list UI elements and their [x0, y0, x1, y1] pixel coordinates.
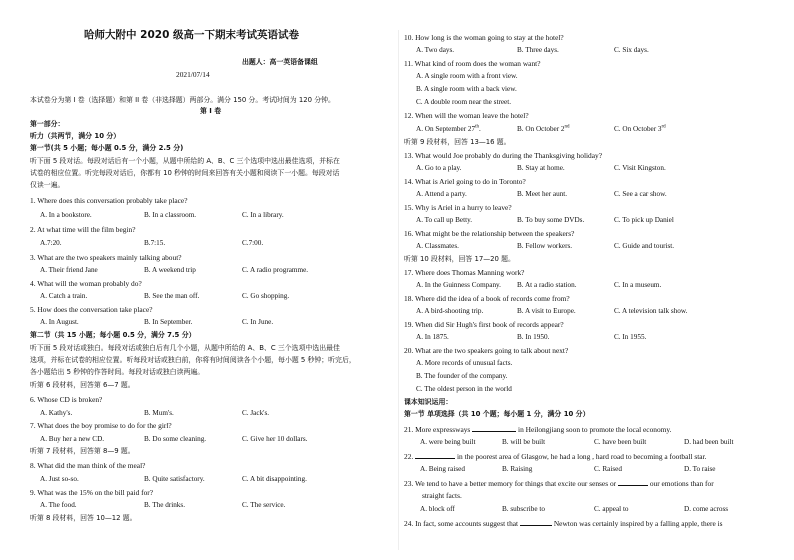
option-a[interactable]: A. Just so-so.: [40, 475, 79, 483]
option-c[interactable]: C. The oldest person in the world: [416, 385, 512, 393]
material-note: 听第 10 段材料，回答 17—20 题。: [404, 255, 515, 263]
option-d[interactable]: D. To raise: [684, 465, 716, 473]
question-text: [404, 451, 706, 461]
option-c[interactable]: C. Six days.: [614, 46, 649, 54]
question-text: 7. What does the boy promise to do for the girl?: [30, 421, 172, 430]
option-b-text: B. On October 2: [517, 125, 565, 133]
material-note: 听第 9 段材料，回答 13—16 题。: [404, 138, 511, 146]
question-text: 16. What might be the relationship between the speakers?: [404, 229, 575, 238]
question-text: straight facts.: [422, 491, 462, 500]
question-text: 2. At what time will the film begin?: [30, 225, 136, 234]
answer-blank: [415, 451, 455, 459]
option-b[interactable]: B. See the man off.: [144, 292, 200, 300]
option-a[interactable]: A. The food.: [40, 501, 77, 509]
option-c[interactable]: [614, 125, 666, 134]
option-b[interactable]: B. To buy some DVDs.: [517, 216, 585, 224]
option-a[interactable]: A. Classmates.: [416, 242, 459, 250]
option-c-text: C. On October 3: [614, 125, 662, 133]
question-text: 17. Where does Thomas Manning work?: [404, 268, 525, 277]
question-part: in Heilongjiang soon to promote the local economy.: [518, 425, 672, 434]
option-b[interactable]: B. In 1950.: [517, 333, 550, 341]
option-b[interactable]: [517, 125, 570, 134]
question-text: 4. What will the woman probably do?: [30, 279, 142, 288]
question-text: [404, 478, 714, 488]
option-b[interactable]: B. A weekend trip: [144, 266, 196, 274]
question-text: 15. Why is Ariel in a hurry to leave?: [404, 203, 512, 212]
question-text: 6. Whose CD is broken?: [30, 395, 103, 404]
option-a-end: .: [478, 125, 481, 133]
option-a-text: A. On September 27: [416, 125, 476, 133]
option-b[interactable]: B. Three days.: [517, 46, 559, 54]
option-b[interactable]: B. will be built: [502, 438, 546, 446]
question-part: in the poorest area of Glasgow, he had a long , hard road to becoming a football star.: [456, 452, 707, 461]
option-a[interactable]: A. Go to a play.: [416, 164, 462, 172]
option-c[interactable]: C. See a car show.: [614, 190, 667, 198]
section2-instructions: 各小题给出 5 秒钟的作答时间。每段对话或独白读两遍。: [30, 368, 205, 376]
option-a[interactable]: [416, 125, 481, 134]
listening-heading: 听力（共两节，满分 10 分）: [30, 132, 121, 140]
ordinal-suffix: rd: [661, 124, 666, 130]
option-a[interactable]: A. Kathy's.: [40, 409, 73, 417]
intro-text: 本试卷分为第 I 卷（选择题）和第 II 卷（非选择题）两部分。满分 150 分。考试时间为 120 分钟。: [30, 96, 335, 104]
option-b[interactable]: B. A single room with a back view.: [416, 85, 517, 93]
question-part: Newton was certainly inspired by a falling apple, there is: [553, 519, 723, 528]
option-c[interactable]: C. A double room near the street.: [416, 98, 512, 106]
option-c[interactable]: C. Guide and tourist.: [614, 242, 675, 250]
option-c[interactable]: C. Raised: [594, 465, 622, 473]
question-text: 9. What was the 15% on the bill paid for?: [30, 488, 154, 497]
question-text: 18. Where did the idea of a book of records come from?: [404, 294, 570, 303]
question-text: 3. What are the two speakers mainly talking about?: [30, 253, 182, 262]
question-text: 12. When will the woman leave the hotel?: [404, 111, 529, 120]
option-c[interactable]: C. have been built: [594, 438, 647, 446]
question-text: [404, 424, 671, 434]
option-b[interactable]: B. Raising: [502, 465, 533, 473]
question-part: 22.: [404, 452, 414, 461]
author-line: 出题人：高一英语备课组: [242, 58, 318, 66]
option-a[interactable]: A. Being raised: [420, 465, 465, 473]
option-a[interactable]: A. block off: [420, 505, 455, 513]
option-c[interactable]: C. In 1955.: [614, 333, 647, 341]
section1-heading: 第一节(共 5 小题；每小题 0.5 分，满分 2.5 分): [30, 144, 184, 152]
section1-instructions: 仅读一遍。: [30, 181, 65, 189]
question-text: 13. What would Joe probably do during the Thanksgiving holiday?: [404, 151, 603, 160]
option-a[interactable]: A. A bird-shooting trip.: [416, 307, 484, 315]
part-heading: 第一部分：: [30, 120, 65, 128]
question-text: [404, 518, 723, 528]
option-a[interactable]: A.7:20.: [40, 239, 62, 247]
option-c[interactable]: C. appeal to: [594, 505, 629, 513]
option-b[interactable]: B.7:15.: [144, 239, 166, 247]
option-b[interactable]: B. Stay at home.: [517, 164, 565, 172]
option-b[interactable]: B. The drinks.: [144, 501, 185, 509]
option-b[interactable]: B. Do some cleaning.: [144, 435, 207, 443]
option-a[interactable]: A. Buy her a new CD.: [40, 435, 105, 443]
section2-instructions: 听下面 5 段对话或独白。每段对话或独白后有几个小题，从题中所给的 A、B、C 三个选项中选出最佳: [30, 344, 340, 352]
exam-date: 2021/07/14: [176, 70, 210, 79]
ordinal-suffix: th: [475, 124, 479, 130]
question-part: 24. In fact, some accounts suggest that: [404, 519, 519, 528]
option-c[interactable]: C. A television talk show.: [614, 307, 688, 315]
option-a[interactable]: A. Their friend Jane: [40, 266, 98, 274]
option-c[interactable]: C. Visit Kingston.: [614, 164, 666, 172]
question-text: 10. How long is the woman going to stay at the hotel?: [404, 33, 564, 42]
column-divider: [398, 30, 399, 550]
option-c[interactable]: C. Give her 10 dollars.: [242, 435, 308, 443]
option-c[interactable]: C.7:00.: [242, 239, 264, 247]
section1-instructions: 试卷的相应位置。听完每段对话后，你都有 10 秒钟的时间来回答有关小题和阅读下一小题。每段对话: [30, 169, 340, 177]
option-a[interactable]: A. Attend a party.: [416, 190, 467, 198]
exam-title: 哈师大附中 2020 级高一下期末考试英语试卷: [84, 29, 300, 41]
option-b[interactable]: B. A visit to Europe.: [517, 307, 576, 315]
question-text: 11. What kind of room does the woman want?: [404, 59, 541, 68]
question-text: 5. How does the conversation take place?: [30, 305, 153, 314]
section-heading: 第一节 单项选择（共 10 个题；每小题 1 分，满分 10 分）: [404, 410, 590, 418]
option-b[interactable]: B. In a classroom.: [144, 211, 197, 219]
material-note: 听第 7 段材料，回答第 8—9 题。: [30, 447, 135, 455]
section2-instructions: 选项，并标在试卷的相应位置。听每段对话或独白前，你将有时间阅读各个小题，每小题 5 秒钟；听完后，: [30, 356, 356, 364]
section-heading: 课本知识运用：: [404, 398, 453, 406]
option-c[interactable]: C. In a library.: [242, 211, 284, 219]
option-b[interactable]: B. The founder of the company.: [416, 372, 508, 380]
option-c[interactable]: C. A bit disappointing.: [242, 475, 307, 483]
option-b[interactable]: B. In September.: [144, 318, 193, 326]
option-a[interactable]: A. More records of unusual facts.: [416, 359, 513, 367]
section2-heading: 第二节（共 15 小题；每小题 0.5 分，满分 7.5 分）: [30, 331, 196, 339]
option-b[interactable]: B. Fellow workers.: [517, 242, 573, 250]
material-note: 听第 6 段材料，回答第 6—7 题。: [30, 381, 135, 389]
question-part: 23. We tend to have a better memory for things that excite our senses or: [404, 479, 617, 488]
option-b[interactable]: B. Mum's.: [144, 409, 174, 417]
option-a[interactable]: A. A single room with a front view.: [416, 72, 518, 80]
question-part: 21. More expressways: [404, 425, 471, 434]
option-c[interactable]: C. To pick up Daniel: [614, 216, 674, 224]
option-c[interactable]: C. Jack's.: [242, 409, 270, 417]
ordinal-suffix: nd: [564, 124, 570, 130]
option-b[interactable]: B. subscribe to: [502, 505, 545, 513]
option-b[interactable]: B. At a radio station.: [517, 281, 577, 289]
option-c[interactable]: C. Go shopping.: [242, 292, 290, 300]
option-a[interactable]: A. In August.: [40, 318, 79, 326]
question-part: our emotions than for: [649, 479, 714, 488]
option-a[interactable]: A. were being built: [420, 438, 476, 446]
option-a[interactable]: A. In 1875.: [416, 333, 449, 341]
option-c[interactable]: C. In June.: [242, 318, 274, 326]
answer-blank: [472, 424, 516, 432]
option-b[interactable]: B. Meet her aunt.: [517, 190, 568, 198]
option-c[interactable]: C. A radio programme.: [242, 266, 309, 274]
option-a[interactable]: A. Catch a train.: [40, 292, 88, 300]
volume-heading: 第 I 卷: [200, 107, 222, 115]
option-c[interactable]: C. The service.: [242, 501, 286, 509]
question-text: 19. When did Sir Hugh's first book of records appear?: [404, 320, 564, 329]
question-text: 8. What did the man think of the meal?: [30, 461, 146, 470]
question-text: 14. What is Ariel going to do in Toronto?: [404, 177, 526, 186]
material-note: 听第 8 段材料，回答 10—12 题。: [30, 514, 137, 522]
option-b[interactable]: B. Quite satisfactory.: [144, 475, 205, 483]
option-a[interactable]: A. Two days.: [416, 46, 455, 54]
option-d[interactable]: D. come across: [684, 505, 729, 513]
answer-blank: [618, 478, 648, 486]
option-d[interactable]: D. had been built: [684, 438, 734, 446]
option-a[interactable]: A. In a bookstore.: [40, 211, 92, 219]
option-a[interactable]: A. In the Guinness Company.: [416, 281, 501, 289]
question-text: 20. What are the two speakers going to talk about next?: [404, 346, 569, 355]
option-a[interactable]: A. To call up Betty.: [416, 216, 472, 224]
question-text: 1. Where does this conversation probably take place?: [30, 196, 188, 205]
answer-blank: [520, 518, 552, 526]
section1-instructions: 听下面 5 段对话。每段对话后有一个小题，从题中所给的 A、B、C 三个选项中选出最佳选项，并标在: [30, 157, 340, 165]
option-c[interactable]: C. In a museum.: [614, 281, 662, 289]
